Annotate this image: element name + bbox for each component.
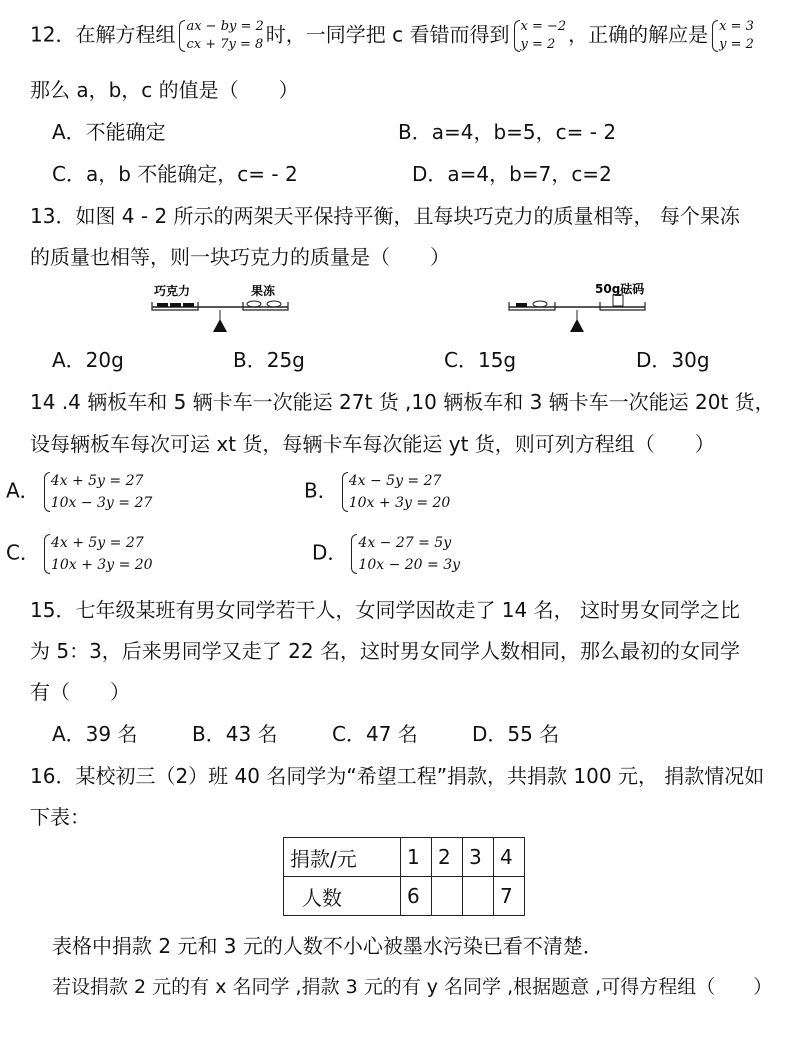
q14-option-c-system [42,532,153,576]
q15-line2: 为 5：3，后来男同学又走了 22 名，这时男女同学人数相同，那么最初的女同学 [30,639,740,663]
table-header-count: 人数 [284,877,401,916]
q15-line3: 有（ ） [30,680,130,704]
balance1-chocolate-label: 巧克力 [154,284,191,298]
q14-option-d-eq2: 10x − 20 = 3y [358,557,461,573]
jelly-icon [267,301,281,307]
q13-option-b: B．25g [233,348,305,372]
jelly-icon [533,301,547,307]
jelly-icon [247,301,261,307]
q13-line1: 13．如图 4 - 2 所示的两架天平保持平衡，且每块巧克力的质量相等， 每个果冻 [30,204,740,228]
balance2-weight-label: 50g砝码 [595,282,645,296]
q14-option-b-eq1: 4x − 5y = 27 [348,473,442,489]
q15-option-a: A．39 名 [52,722,138,746]
q14-option-c-eq1: 4x + 5y = 27 [50,535,144,551]
q14-option-d [312,532,462,576]
q16-line1: 16．某校初三（2）班 40 名同学为“希望工程”捐款，共捐款 100 元， 捐款情况如 [30,764,765,788]
chocolate-block-icon [516,303,527,307]
table-cell: 2 [432,838,463,877]
q13-option-d: D．30g [636,348,710,372]
q12-option-b: B．a=4，b=5，c= - 2 [398,120,617,144]
q14-option-b [304,470,452,514]
q14-option-d-system [349,532,460,576]
q14-option-a-system [42,470,153,514]
q14-option-c [6,532,155,576]
balance-figure-2 [505,280,655,336]
q12-system-eq2: cx + 7y = 8 [186,37,264,52]
q14-line2: 设每辆板车每次可运 xt 货，每辆卡车每次能运 yt 货，则可列方程组（ ） [30,432,715,456]
fulcrum-icon [213,319,227,332]
q12-correct-solution [710,18,754,54]
q13-option-c: C．15g [444,348,517,372]
table-cell: 1 [401,838,432,877]
q14-option-c-label: C． [6,540,40,565]
table-row [284,877,525,916]
q15-option-d: D．55 名 [472,722,560,746]
q12-stem-c: ，正确的解应是 [568,22,709,47]
q12-correct-x: x = 3 [719,19,754,34]
chocolate-block-icon [183,303,194,307]
q15-line1: 15．七年级某班有男女同学若干人，女同学因故走了 14 名， 这时男女同学之比 [30,598,740,622]
table-header-amount: 捐款/元 [284,838,401,877]
q16-line3: 表格中捐款 2 元和 3 元的人数不小心被墨水污染已看不清楚． [52,934,603,958]
q12-system-eq1: ax − by = 2 [186,19,264,34]
table-cell: 3 [463,838,494,877]
q12-option-c: C．a，b 不能确定，c= - 2 [52,162,298,186]
q12-stem-b: 时，一同学把 c 看错而得到 [265,22,510,47]
q13-line2: 的质量也相等，则一块巧克力的质量是（ ） [30,245,450,269]
q12-option-a: A．不能确定 [52,120,166,144]
q14-line1: 14 .4 辆板车和 5 辆卡车一次能运 27t 货 ,10 辆板车和 3 辆卡车一次能运 20t 货， [30,390,775,414]
q14-option-d-label: D． [312,540,348,565]
q12-stem [30,18,756,54]
q14-option-a-label: A． [6,478,40,503]
q14-option-d-eq1: 4x − 27 = 5y [358,535,452,551]
q15-option-b: B．43 名 [192,722,278,746]
table-cell: 4 [494,838,525,877]
table-cell [432,877,463,916]
q12-stem-a: 12．在解方程组 [30,22,176,47]
q12-wrong-y: y = 2 [520,37,556,52]
balance-figure-1 [148,280,298,336]
table-cell: 7 [494,877,525,916]
chocolate-block-icon [170,303,181,307]
table-row [284,838,525,877]
fulcrum-icon [570,319,584,332]
q14-option-a [6,470,154,514]
balance2-left-pan [509,302,555,310]
q12-correct-y: y = 2 [719,37,754,52]
q14-option-b-system [340,470,451,514]
chocolate-block-icon [157,303,168,307]
q12-option-d: D．a=4，b=7，c=2 [412,162,612,186]
table-cell [463,877,494,916]
table-cell: 6 [401,877,432,916]
q12-wrong-solution [512,18,567,54]
q14-option-b-label: B． [304,478,338,503]
weight-icon [613,295,623,306]
q14-option-b-eq2: 10x + 3y = 20 [348,495,451,511]
donation-table [283,837,525,916]
q12-wrong-x: x = −2 [520,19,567,34]
q14-option-a-eq1: 4x + 5y = 27 [50,473,144,489]
q12-system [177,18,263,54]
q13-option-a: A．20g [52,348,124,372]
q15-option-c: C．47 名 [332,722,418,746]
q14-option-a-eq2: 10x − 3y = 27 [50,495,153,511]
q16-line4: 若设捐款 2 元的有 x 名同学 ,捐款 3 元的有 y 名同学 ,根据题意 ,可得方程组（ ） [52,976,773,998]
q16-line2: 下表： [30,805,90,829]
q14-option-c-eq2: 10x + 3y = 20 [50,557,153,573]
q12-line2: 那么 a，b，c 的值是（ ） [30,78,299,102]
balance1-jelly-label: 果冻 [251,284,276,298]
